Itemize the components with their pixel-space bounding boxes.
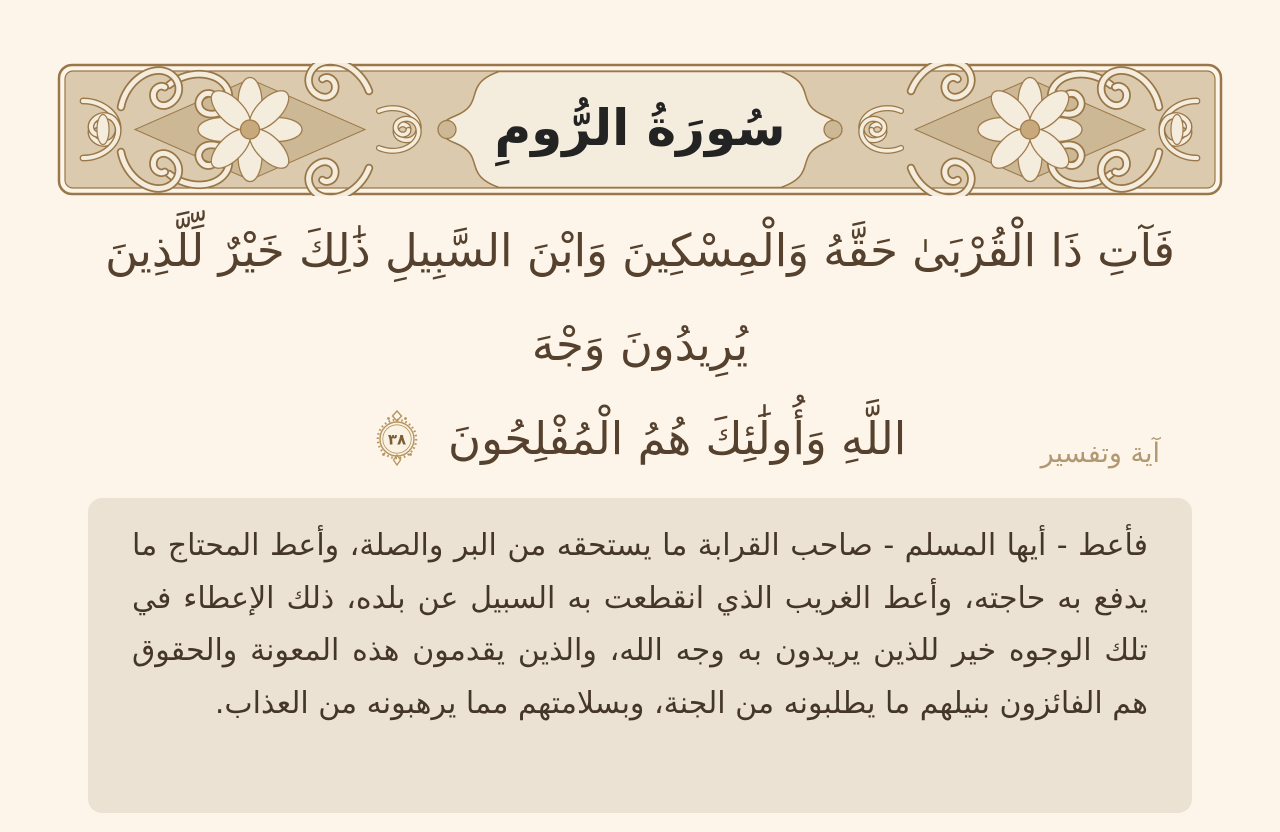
verse-number: ٣٨ (387, 430, 406, 449)
verse-line-1: فَآتِ ذَا الْقُرْبَىٰ حَقَّهُ وَالْمِسْكِينَ وَابْنَ السَّبِيلِ ذَٰلِكَ خَيْرٌ لِّلَّذِينَ يُرِيدُونَ وَجْهَ (105, 224, 1175, 371)
surah-title: سُورَةُ الرُّومِ (494, 98, 786, 157)
tafsir-card (88, 498, 1192, 813)
verse-number-medallion-icon (374, 410, 420, 466)
verse-line-2: اللَّهِ وَأُولَٰئِكَ هُمُ الْمُفْلِحُونَ (448, 412, 907, 465)
tafsir-text: فأعط - أيها المسلم - صاحب القرابة ما يستحقه من البر والصلة، وأعط المحتاج ما يدفع به حاجته، وأعط الغريب الذي انقطعت به السبيل عن بلده، ذلك الإعطاء في تلك الوجوه خير للذين يريدون به وجه الله، والذين يقدمون هذه المعونة والحقوق هم الفائزون بنيلهم ما يطلبونه من الجنة، وبسلامتهم مما يرهبونه من العذاب. (132, 528, 1148, 721)
section-label-ayah-tafsir: آية وتفسير (1040, 438, 1160, 469)
surah-header-banner (57, 63, 1223, 196)
